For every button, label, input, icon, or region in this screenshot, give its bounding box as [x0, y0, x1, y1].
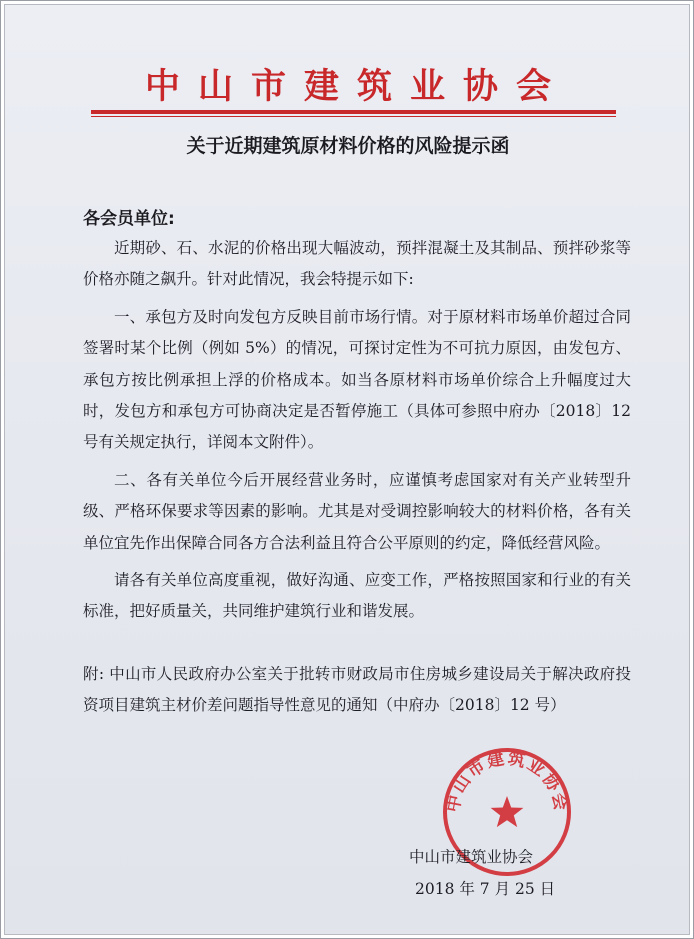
letterhead-red-rule — [91, 110, 616, 114]
signature-date: 2018 年 7 月 25 日 — [415, 880, 556, 898]
letterhead-red-rule-thin — [91, 116, 616, 117]
paragraph-item-1: 一、承包方及时向发包方反映目前市场行情。对于原材料市场单价超过合同签署时某个比例（例如 5%）的情况，可探讨定性为不可抗力原因，由发包方、承包方按比例承担上浮的价格成本。如当各原材料市场单价综合上升幅度过大时，发包方和承包方可协商决定是否暂停施工（具体可参照中府办〔2018〕12 号有关规定执行，详阅本文附件）。 — [83, 307, 631, 452]
paragraph-closing: 请各有关单位高度重视，做好沟通、应变工作，严格按照国家和行业的有关标准，把好质量关，共同维护建筑行业和谐发展。 — [83, 571, 631, 621]
attachment-note: 附: 中山市人民政府办公室关于批转市财政局市住房城乡建设局关于解决政府投资项目建筑主材价差问题指导性意见的通知（中府办〔2018〕12 号） — [83, 665, 631, 714]
seal-text: 中山市建筑业协会 — [443, 748, 571, 814]
seal-star — [491, 796, 524, 827]
salutation: 各会员单位: — [83, 209, 175, 229]
letterhead-org-name: 中山市建筑业协会 — [144, 67, 569, 107]
paragraph-item-2: 二、各有关单位今后开展经营业务时，应谨慎考虑国家对有关产业转型升级、严格环保要求等因素的影响。尤其是对受调控影响较大的材料价格，各有关单位宜先作出保障合同各方合法利益且符合公平原则的约定，降低经营风险。 — [83, 470, 631, 552]
signature-org: 中山市建筑业协会 — [409, 848, 534, 866]
document-body — [83, 233, 631, 634]
paragraph-intro: 近期砂、石、水泥的价格出现大幅波动，预拌混凝土及其制品、预拌砂浆等价格亦随之飙升。针对此情况，我会特提示如下: — [83, 239, 631, 289]
document-title: 关于近期建筑原材料价格的风险提示函 — [186, 135, 510, 157]
